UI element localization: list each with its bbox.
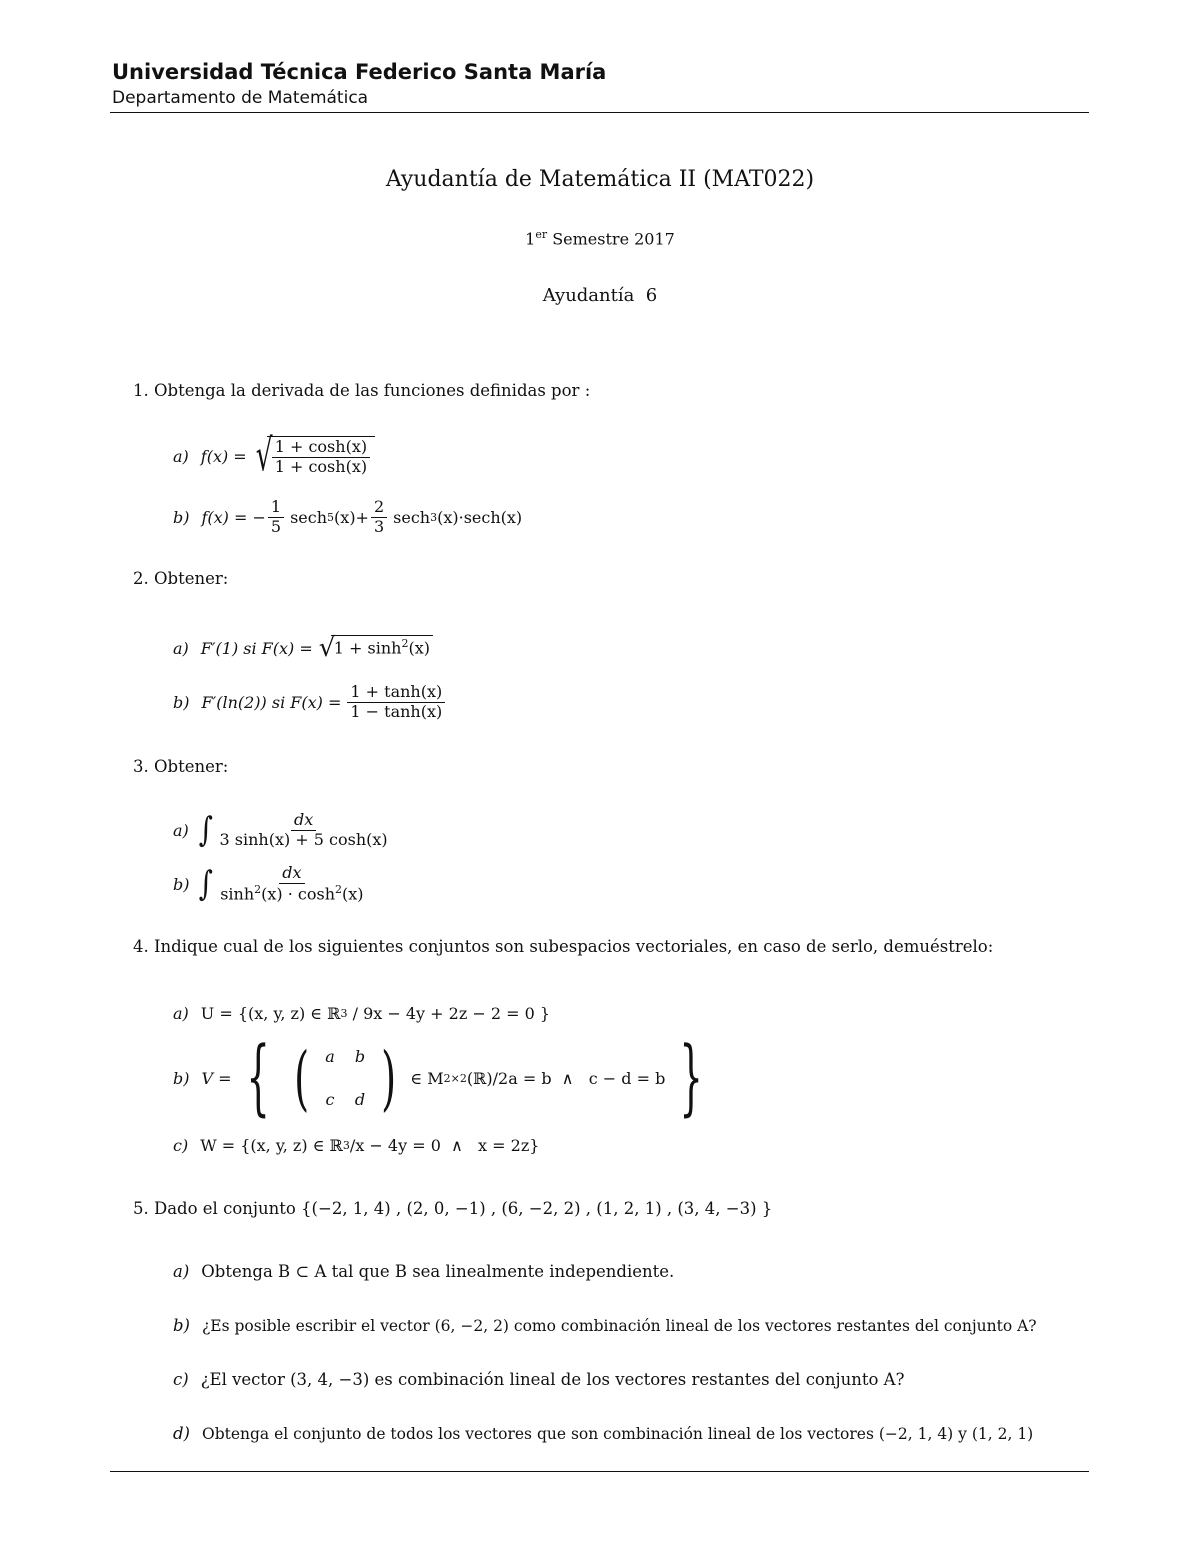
q1-a — [173, 428, 375, 484]
q3-b-den-e2: 2 — [335, 882, 343, 896]
q2-b-label: b) — [173, 692, 190, 712]
q4-text: 4. Indique cual de los siguientes conjuntos son subespacios vectoriales, en caso de serlo, demuéstrelo: — [133, 937, 994, 956]
q4-c — [173, 1132, 539, 1158]
q1-a-den: 1 + cosh(x) — [274, 456, 368, 476]
q3-a-den: 3 sinh(x) + 5 cosh(x) — [219, 829, 388, 849]
q4-b — [173, 1030, 717, 1126]
q4-b-label: b) — [173, 1068, 190, 1088]
q4-b-lhs: V = — [201, 1068, 232, 1088]
q3-a-label: a) — [173, 820, 189, 840]
q1-b-e2: 3 — [430, 510, 438, 524]
q2-b-lhs: F′(ln(2)) si F(x) = — [201, 692, 342, 712]
university-name: Universidad Técnica Federico Santa María — [112, 60, 607, 84]
ayudantia-number: Ayudantía 6 — [542, 285, 658, 306]
q1-b-f1-num: 1 — [268, 498, 284, 517]
matrix-a: a — [325, 1047, 335, 1066]
q4-b-sub: 2×2 — [443, 1071, 467, 1085]
footer-rule — [110, 1471, 1089, 1472]
q1-text: 1. Obtenga la derivada de las funciones definidas por : — [133, 381, 591, 400]
q3-b-den-pre: sinh — [220, 884, 255, 904]
semester-num: 1 — [525, 229, 536, 249]
q3-b-label: b) — [173, 874, 190, 894]
q1-b-t2: sech — [393, 507, 431, 527]
integral-sign: ∫ — [199, 864, 214, 904]
radical-sign: √ — [318, 633, 336, 663]
q1-a-lhs: f(x) = — [200, 446, 247, 466]
q5-d-label: d) — [173, 1424, 190, 1443]
q1-a-sqrt — [253, 430, 375, 482]
q2-a-lhs: F′(1) si F(x) = — [200, 638, 313, 658]
semester — [0, 228, 1200, 248]
q3-b-den — [217, 884, 366, 904]
department-name: Departamento de Matemática — [112, 88, 369, 108]
q1-b-lhs: f(x) = − — [201, 507, 266, 527]
q4-a — [173, 1000, 550, 1026]
q1-a-num: 1 + cosh(x) — [272, 438, 370, 457]
q2-text: 2. Obtener: — [133, 569, 229, 588]
q4-c-label: c) — [173, 1135, 189, 1155]
q5-b — [173, 1316, 1037, 1335]
q1-b-t1b: (x)+ — [334, 507, 369, 527]
right-paren: ) — [381, 1037, 397, 1119]
document-title: Ayudantía de Matemática II (MAT022) — [385, 167, 815, 192]
q2-b — [173, 677, 447, 727]
q1-b-f2-den: 3 — [373, 516, 385, 536]
header-rule — [110, 112, 1089, 113]
q4-c-exp: 3 — [342, 1138, 350, 1152]
q1-b-label: b) — [173, 507, 190, 527]
q4-a-label: a) — [173, 1003, 189, 1023]
q5-a-text: Obtenga B ⊂ A tal que B sea linealmente independiente. — [201, 1262, 675, 1281]
matrix — [315, 1047, 375, 1109]
q5-a-label: a) — [173, 1262, 190, 1281]
q5-c — [173, 1370, 904, 1389]
q2-a-label: a) — [173, 638, 189, 658]
q4-b-mid: ∈ M — [410, 1068, 444, 1088]
q2-a — [173, 628, 433, 668]
q4-a-post: / 9x − 4y + 2z − 2 = 0 } — [347, 1003, 551, 1023]
q5-c-label: c) — [173, 1370, 189, 1389]
q1-b — [173, 493, 522, 541]
q2-a-rad-post: (x) — [408, 638, 430, 658]
semester-rest: Semestre 2017 — [552, 229, 675, 249]
q1-b-t1: sech — [290, 507, 328, 527]
radical-sign: √ — [255, 430, 273, 482]
q1-a-label: a) — [173, 446, 189, 466]
integral-sign: ∫ — [198, 810, 213, 850]
q3-b-num: dx — [279, 864, 304, 883]
q5-b-text: ¿Es posible escribir el vector (6, −2, 2) como combinación lineal de los vectores restantes del conjunto A? — [202, 1316, 1037, 1335]
semester-sup: er — [535, 228, 548, 241]
q5-d-text: Obtenga el conjunto de todos los vectores que son combinación lineal de los vectores (−2, 1, 4) y (1, 2, 1) — [202, 1424, 1034, 1443]
q4-c-pre: W = {(x, y, z) ∈ ℝ — [200, 1135, 343, 1155]
q2-a-rad-pre: 1 + sinh — [333, 638, 402, 658]
q3-b — [173, 858, 369, 910]
q4-b-post: (ℝ)/2a = b ∧ c − d = b — [466, 1068, 666, 1088]
q3-b-den-e1: 2 — [254, 882, 262, 896]
q5-text: 5. Dado el conjunto {(−2, 1, 4) , (2, 0, −1) , (6, −2, 2) , (1, 2, 1) , (3, 4, −3) } — [133, 1199, 773, 1218]
q2-b-den: 1 − tanh(x) — [350, 701, 443, 721]
q1-b-f2-num: 2 — [371, 498, 387, 517]
q1-b-f1-den: 5 — [270, 516, 282, 536]
q5-b-label: b) — [173, 1316, 190, 1335]
q3-text: 3. Obtener: — [133, 757, 229, 776]
q4-a-pre: U = {(x, y, z) ∈ ℝ — [200, 1003, 341, 1023]
matrix-d: d — [354, 1090, 366, 1109]
q1-b-t2b: (x)·sech(x) — [437, 507, 523, 527]
q3-a-num: dx — [291, 811, 316, 830]
q3-b-den-mid: (x) · cosh — [261, 884, 336, 904]
q3-a — [173, 805, 393, 855]
q2-b-num: 1 + tanh(x) — [347, 683, 445, 702]
q5-a — [173, 1262, 674, 1281]
q5-c-text: ¿El vector (3, 4, −3) es combinación lineal de los vectores restantes del conjunto A? — [200, 1370, 905, 1389]
right-brace: } — [679, 1030, 704, 1125]
q2-a-sqrt — [319, 635, 433, 661]
q2-a-rad-exp: 2 — [401, 637, 409, 650]
q4-a-exp: 3 — [340, 1006, 348, 1020]
left-paren: ( — [293, 1037, 309, 1119]
matrix-c: c — [325, 1090, 335, 1109]
q3-b-den-post: (x) — [342, 884, 364, 904]
q1-b-e1: 5 — [327, 510, 335, 524]
matrix-b: b — [354, 1047, 366, 1066]
q5-d — [173, 1424, 1033, 1443]
left-brace: { — [245, 1030, 270, 1125]
q4-c-post: /x − 4y = 0 ∧ x = 2z} — [349, 1135, 540, 1155]
